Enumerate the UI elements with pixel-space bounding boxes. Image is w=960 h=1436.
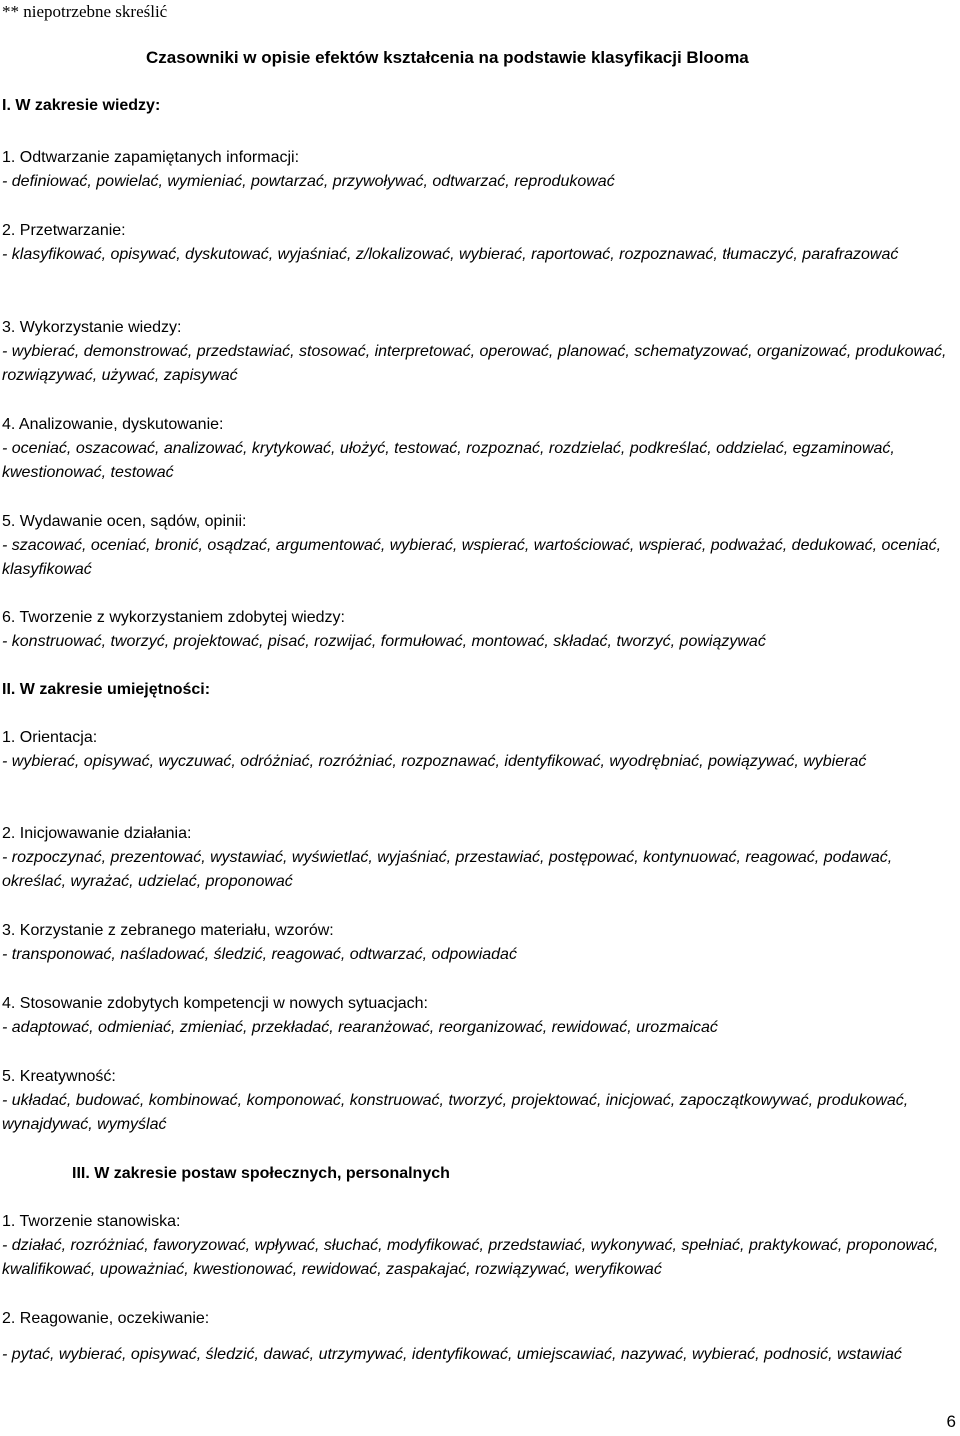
list-item	[2, 510, 952, 582]
item-title: 2. Inicjowawanie działania:	[2, 825, 192, 842]
item-verbs: - adaptować, odmieniać, zmieniać, przekładać, rearanżować, reorganizować, rewidować, urozmaicać	[2, 1019, 718, 1036]
list-item	[2, 413, 952, 485]
list-item	[2, 146, 952, 194]
list-item	[2, 726, 952, 774]
item-verbs: - oceniać, oszacować, analizować, krytykować, ułożyć, testować, rozpoznać, rozdzielać, podkreślać, oddzielać, egzaminować, kwestionować, testować	[2, 440, 895, 481]
item-verbs: - wybierać, opisywać, wyczuwać, odróżniać, rozróżniać, rozpoznawać, identyfikować, wyodrębniać, powiązywać, wybierać	[2, 753, 867, 770]
item-verbs: - działać, rozróżniać, faworyzować, wpływać, słuchać, modyfikować, przedstawiać, wykonywać, spełniać, praktykować, proponować, kwalifikować, upoważniać, kwestionować, rewidować, zaspakajać, rozwiązywać, weryfikować	[2, 1237, 939, 1278]
item-title: 6. Tworzenie z wykorzystaniem zdobytej wiedzy:	[2, 609, 345, 626]
section-heading-skills: II. W zakresie umiejętności:	[2, 681, 211, 698]
item-title: 3. Wykorzystanie wiedzy:	[2, 319, 182, 336]
list-item	[2, 219, 952, 267]
page-number: 6	[946, 1412, 956, 1431]
section-heading-attitudes: III. W zakresie postaw społecznych, personalnych	[72, 1165, 450, 1182]
item-verbs: - definiować, powielać, wymieniać, powtarzać, przywoływać, odtwarzać, reprodukować	[2, 173, 615, 190]
list-item	[2, 919, 952, 967]
item-title: 4. Stosowanie zdobytych kompetencji w nowych sytuacjach:	[2, 995, 428, 1012]
item-title: 1. Tworzenie stanowiska:	[2, 1213, 181, 1230]
item-title: 4. Analizowanie, dyskutowanie:	[2, 416, 224, 433]
item-verbs: - rozpoczynać, prezentować, wystawiać, wyświetlać, wyjaśniać, przestawiać, postępować, kontynuować, reagować, podawać, określać, wyrażać, udzielać, proponować	[2, 849, 893, 890]
list-item	[2, 1065, 952, 1137]
document-title: Czasowniki w opisie efektów kształcenia na podstawie klasyfikacji Blooma	[146, 48, 749, 67]
item-verbs: - szacować, oceniać, bronić, osądzać, argumentować, wybierać, wspierać, wartościować, wspierać, podważać, dedukować, oceniać, klasyfikować	[2, 537, 942, 578]
item-title: 1. Orientacja:	[2, 729, 98, 746]
item-title: 5. Kreatywność:	[2, 1068, 116, 1085]
item-verbs: - konstruować, tworzyć, projektować, pisać, rozwijać, formułować, montować, składać, tworzyć, powiązywać	[2, 633, 766, 650]
item-title: 5. Wydawanie ocen, sądów, opinii:	[2, 513, 247, 530]
item-verbs: - wybierać, demonstrować, przedstawiać, stosować, interpretować, operować, planować, schematyzować, organizować, produkować, rozwiązywać, używać, zapisywać	[2, 343, 947, 384]
item-title: 3. Korzystanie z zebranego materiału, wzorów:	[2, 922, 334, 939]
list-item	[2, 316, 952, 388]
list-item	[2, 822, 952, 894]
section-heading-knowledge: I. W zakresie wiedzy:	[2, 97, 161, 114]
list-item	[2, 992, 952, 1040]
list-item	[2, 1210, 952, 1282]
item-title: 2. Reagowanie, oczekiwanie:	[2, 1310, 210, 1327]
item-verbs: - układać, budować, kombinować, komponować, konstruować, tworzyć, projektować, inicjować, zapoczątkowywać, produkować, wynajdywać, wymyślać	[2, 1092, 909, 1133]
top-note: ** niepotrzebne skreślić	[2, 2, 168, 21]
list-item	[2, 1307, 952, 1367]
item-title: 2. Przetwarzanie:	[2, 222, 126, 239]
item-verbs: - klasyfikować, opisywać, dyskutować, wyjaśniać, z/lokalizować, wybierać, raportować, rozpoznawać, tłumaczyć, parafrazować	[2, 246, 899, 263]
item-verbs: - pytać, wybierać, opisywać, śledzić, dawać, utrzymywać, identyfikować, umiejscawiać, nazywać, wybierać, podnosić, wstawiać	[2, 1346, 902, 1363]
item-title: 1. Odtwarzanie zapamiętanych informacji:	[2, 149, 300, 166]
list-item	[2, 606, 952, 654]
item-verbs: - transponować, naśladować, śledzić, reagować, odtwarzać, odpowiadać	[2, 946, 517, 963]
